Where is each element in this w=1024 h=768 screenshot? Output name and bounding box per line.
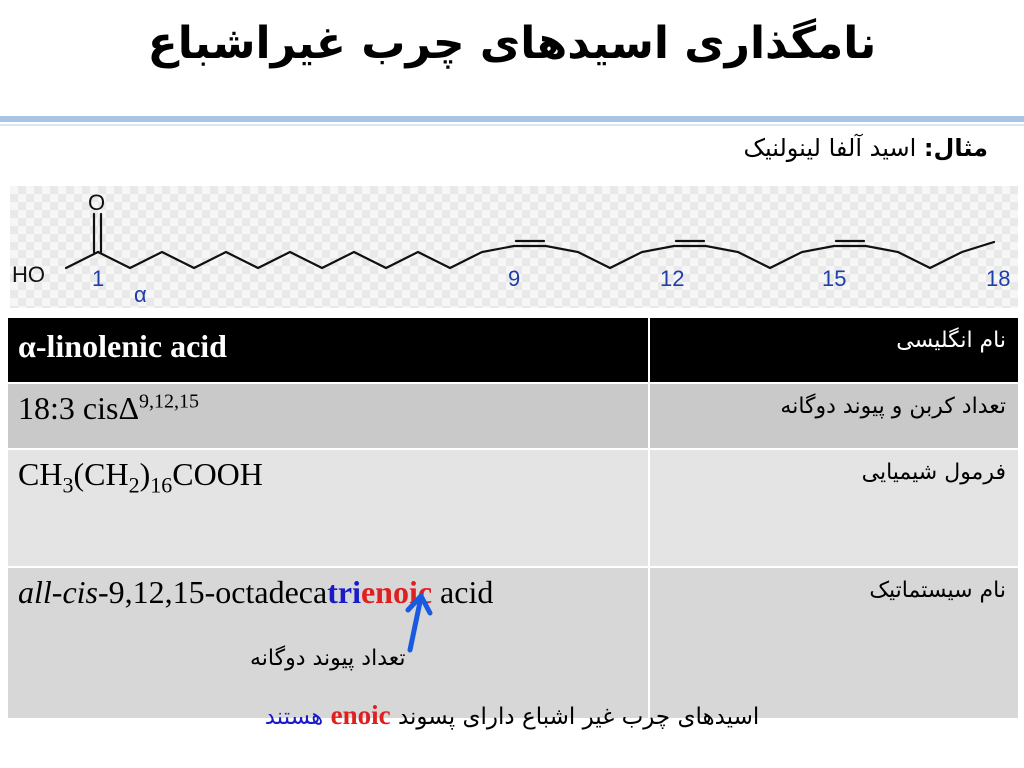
footer-post: هستند — [264, 704, 324, 730]
double-bond-count-note: تعداد پیوند دوگانه — [250, 646, 406, 671]
name-italic-prefix: all-cis — [18, 574, 98, 610]
notation-main: 18:3 cisΔ — [18, 390, 140, 426]
slide-title: نامگذاری اسیدهای چرب غیراشباع — [147, 18, 877, 69]
carbon-double-bond-label: تعداد کربن و پیوند دوگانه — [649, 383, 1019, 449]
oxygen-atom-label: O — [88, 190, 106, 215]
formula-part: (CH — [73, 456, 129, 492]
alpha-carbon-label: α — [134, 282, 147, 307]
chemical-formula-label: فرمول شیمیایی — [649, 449, 1019, 567]
footer-enoic: enoic — [330, 700, 391, 730]
notation-superscript: 9,12,15 — [139, 390, 200, 413]
table-row — [7, 317, 1019, 383]
table-row — [7, 383, 1019, 449]
title-underline-thin — [0, 124, 1024, 126]
example-line — [743, 134, 988, 162]
carbon-number-18: 18 — [986, 266, 1011, 291]
name-tri-highlight: tri — [327, 574, 361, 610]
carbon-chain — [98, 242, 994, 268]
footer-pre: اسیدهای چرب غیر اشباع دارای پسوند — [397, 704, 760, 730]
name-part: acid — [432, 574, 494, 610]
chemical-formula-value — [7, 449, 649, 567]
formula-subscript: 3 — [62, 472, 74, 498]
footer-note — [0, 700, 1024, 731]
name-enoic-highlight: enoic — [360, 574, 433, 610]
carbon-number-9: 9 — [508, 266, 521, 291]
example-label: مثال: — [923, 134, 988, 162]
carbon-number-15: 15 — [822, 266, 847, 291]
fatty-acid-info-table — [6, 316, 1020, 720]
example-value: اسید آلفا لینولنیک — [743, 134, 917, 162]
carbon-number-12: 12 — [660, 266, 685, 291]
formula-part: ) — [139, 456, 151, 492]
alpha-linolenic-structure-diagram — [10, 186, 1018, 308]
english-name-value: α-linolenic acid — [7, 317, 649, 383]
systematic-name-label: نام سیستماتیک — [649, 567, 1019, 719]
english-name-label: نام انگلیسی — [649, 317, 1019, 383]
formula-subscript: 16 — [150, 472, 173, 498]
molecule-structure — [10, 186, 1018, 308]
formula-subscript: 2 — [128, 472, 140, 498]
formula-part: COOH — [172, 456, 263, 492]
up-arrow-icon — [396, 592, 436, 654]
hydroxyl-label: HO — [12, 262, 45, 287]
carbon-number-1: 1 — [92, 266, 105, 291]
title-underline — [0, 116, 1024, 122]
formula-part: CH — [18, 456, 63, 492]
carbon-double-bond-value — [7, 383, 649, 449]
table-row — [7, 449, 1019, 567]
systematic-name-value — [7, 567, 649, 719]
table-row — [7, 567, 1019, 719]
name-part: -9,12,15-octadeca — [97, 574, 328, 610]
